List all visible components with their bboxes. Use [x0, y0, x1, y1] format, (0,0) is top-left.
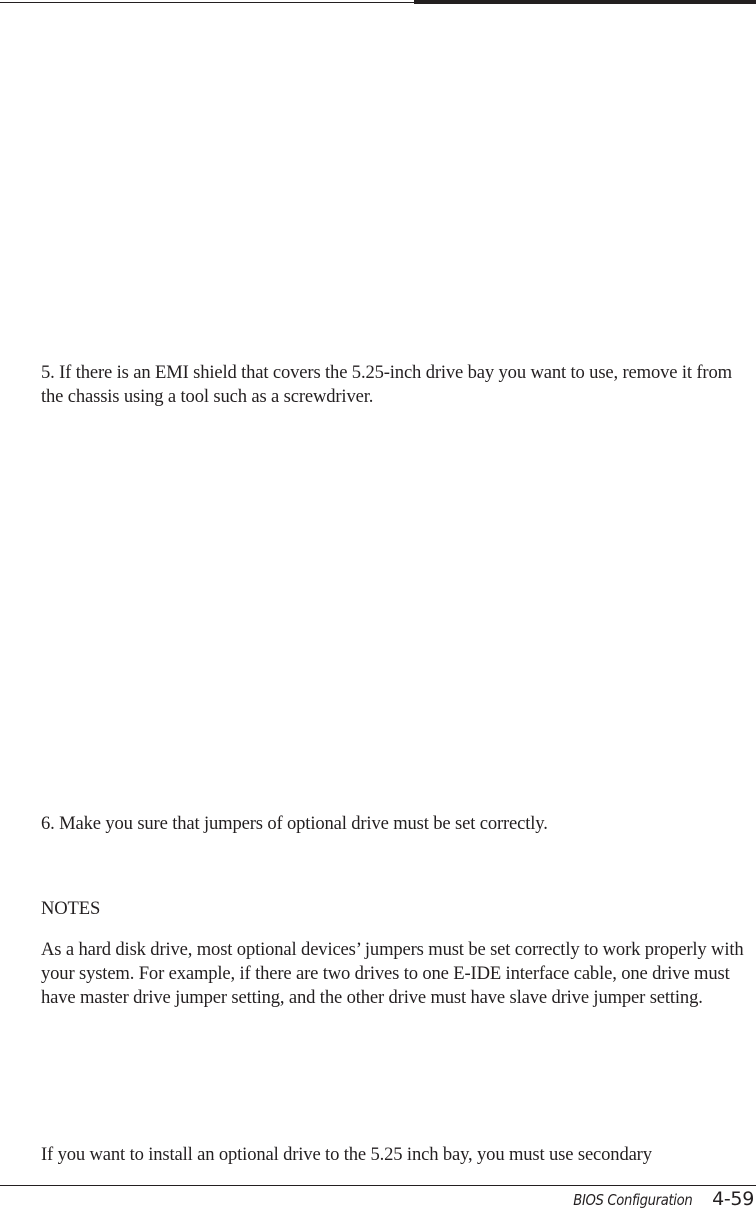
header-rule-thin: [0, 2, 414, 3]
notes-heading: NOTES: [41, 898, 101, 919]
page-footer: [557, 1188, 754, 1210]
header-rule-thick: [414, 0, 756, 4]
step-5-text: 5. If there is an EMI shield that covers the 5.25-inch drive bay you want to use, remove it from the chassis using a tool such as a screwdriver.: [41, 362, 732, 407]
footer-section-title: BIOS Configuration: [572, 1191, 693, 1209]
step-6-text: 6. Make you sure that jumpers of optional drive must be set correctly.: [41, 813, 548, 834]
page-number: 4-59: [712, 1188, 754, 1210]
install-note-text: If you want to install an optional drive to the 5.25 inch bay, you must use secondary: [41, 1144, 652, 1165]
notes-body: As a hard disk drive, most optional devices’ jumpers must be set correctly to work properly with your system. For example, if there are two drives to one E-IDE interface cable, one drive must have master drive jumper setting, and the other drive must have slave drive jumper setting.: [41, 939, 744, 1008]
footer-rule: [0, 1185, 756, 1186]
